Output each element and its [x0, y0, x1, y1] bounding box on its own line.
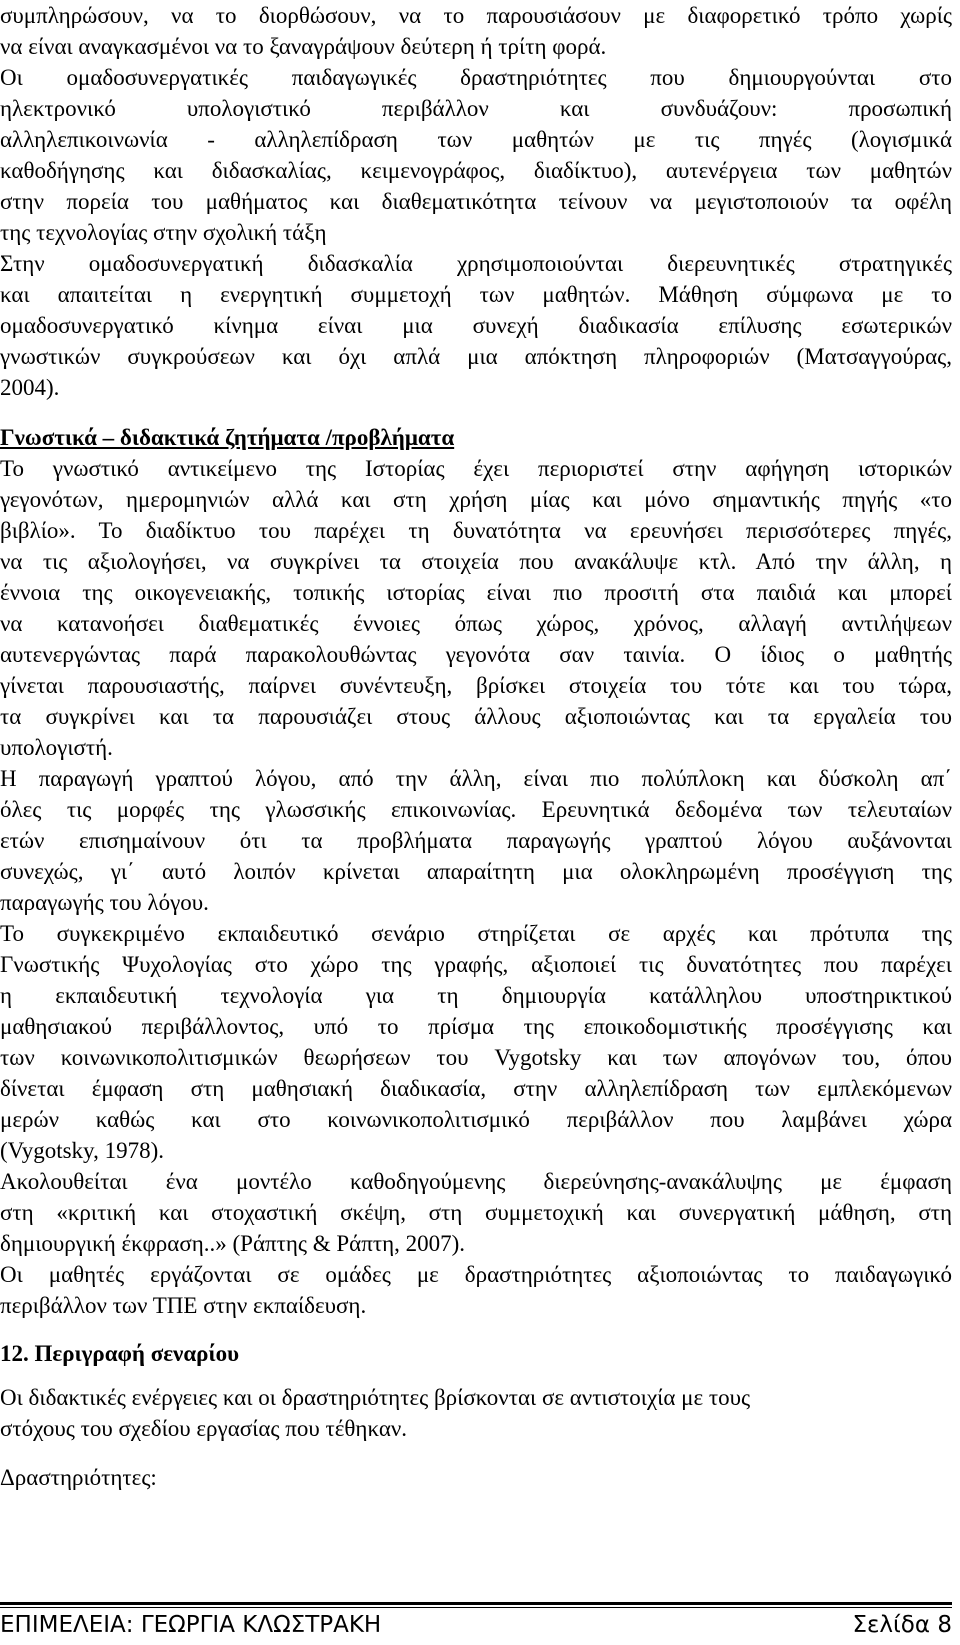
paragraph-line: καθοδήγησης και διδασκαλίας, κειμενογράφος, διαδίκτυο), αυτενέργεια των μαθητών — [0, 158, 952, 183]
paragraph-line: Ακολουθείται ένα μοντέλο καθοδηγούμενης διερεύνησης-ανακάλυψης με έμφαση — [0, 1169, 952, 1194]
paragraph-line: τα συγκρίνει και τα παρουσιάζει στους άλλους αξιοποιώντας και τα εργαλεία του — [0, 704, 952, 729]
footer-page-number: Σελίδα 8 — [852, 1612, 952, 1638]
paragraph-line: των κοινωνικοπολιτισμικών θεωρήσεων του Vygotsky και των απογόνων του, όπου — [0, 1045, 952, 1070]
paragraph-line: γεγονότων, ημερομηνιών αλλά και στη χρήση μίας και μόνο σημαντικής πηγής «το — [0, 487, 952, 512]
paragraph-line: γνωστικών συγκρούσεων και όχι απλά μια απόκτηση πληροφοριών (Ματσαγγούρας, — [0, 344, 952, 369]
paragraph-line: συνεχώς, γι΄ αυτό λοιπόν κρίνεται απαραίτητη μια ολοκληρωμένη προσέγγιση της — [0, 859, 952, 884]
paragraph-line: Οι μαθητές εργάζονται σε ομάδες με δραστηριότητες αξιοποιώντας το παιδαγωγικό — [0, 1262, 952, 1287]
paragraph-line: βιβλίο». Το διαδίκτυο του παρέχει τη δυνατότητα να ερευνήσει περισσότερες πηγές, — [0, 518, 952, 543]
footer-rule — [0, 1607, 952, 1608]
paragraph-line: να κατανοήσει διαθεματικές έννοιες όπως χώρος, χρόνος, αλλαγή αντιλήψεων — [0, 611, 952, 636]
paragraph-line: Το γνωστικό αντικείμενο της Ιστορίας έχει περιοριστεί στην αφήγηση ιστορικών — [0, 456, 952, 481]
paragraph-line: μερών καθώς και στο κοινωνικοπολιτισμικό περιβάλλον που λαμβάνει χώρα — [0, 1107, 952, 1132]
paragraph-line: να είναι αναγκασμένοι να το ξαναγράψουν δεύτερη ή τρίτη φορά. — [0, 34, 607, 59]
paragraph-line: να τις αξιολογήσει, να συγκρίνει τα στοιχεία που ανακάλυψε κτλ. Από την άλλη, η — [0, 549, 952, 574]
section-heading: 12. Περιγραφή σεναρίου — [0, 1341, 240, 1366]
footer-author: ΕΠΙΜΕΛΕΙΑ: ΓΕΩΡΓΙΑ ΚΛΩΣΤΡΑΚΗ — [0, 1612, 382, 1638]
paragraph-line: Η παραγωγή γραπτού λόγου, από την άλλη, είναι πιο πολύπλοκη και δύσκολη απ΄ — [0, 766, 952, 791]
paragraph-line: η εκπαιδευτική τεχνολογία για τη δημιουργία κατάλληλου υποστηρικτικού — [0, 983, 952, 1008]
paragraph-line: δίνεται έμφαση στη μαθησιακή διαδικασία, στην αλληλεπίδραση των εμπλεκόμενων — [0, 1076, 952, 1101]
paragraph-line: μαθησιακού περιβάλλοντος, υπό το πρίσμα της εποικοδομιστικής προσέγγισης και — [0, 1014, 952, 1039]
paragraph-line: στόχους του σχεδίου εργασίας που τέθηκαν. — [0, 1416, 408, 1441]
paragraph-line: στην πορεία του μαθήματος και διαθεματικότητα τείνουν να μεγιστοποιούν τα οφέλη — [0, 189, 952, 214]
paragraph-line: συμπληρώσουν, να το διορθώσουν, να το παρουσιάσουν με διαφορετικό τρόπο χωρίς — [0, 3, 952, 28]
paragraph-line: Οι ομαδοσυνεργατικές παιδαγωγικές δραστηριότητες που δημιουργούνται στο — [0, 65, 952, 90]
paragraph-line: ηλεκτρονικό υπολογιστικό περιβάλλον και συνδυάζουν: προσωπική — [0, 96, 952, 121]
paragraph-line: Δραστηριότητες: — [0, 1465, 157, 1490]
paragraph-line: παραγωγής του λόγου. — [0, 890, 209, 915]
section-heading-text: Γνωστικά – διδακτικά ζητήματα /προβλήματα — [0, 425, 455, 450]
paragraph-line: αλληλεπικοινωνία - αλληλεπίδραση των μαθητών με τις πηγές (λογισμικά — [0, 127, 952, 152]
paragraph-line: Οι διδακτικές ενέργειες και οι δραστηριότητες βρίσκονται σε αντιστοιχία με τους — [0, 1385, 751, 1410]
paragraph-line: γίνεται παρουσιαστής, παίρνει συνέντευξη, βρίσκει στοιχεία του τότε και του τώρα, — [0, 673, 952, 698]
paragraph-line: της τεχνολογίας στην σχολική τάξη — [0, 220, 327, 245]
paragraph-line: Στην ομαδοσυνεργατική διδασκαλία χρησιμοποιούνται διερευνητικές στρατηγικές — [0, 251, 952, 276]
paragraph-line: έννοια της οικογενειακής, τοπικής ιστορίας είναι πιο προσιτή στα παιδιά και μπορεί — [0, 580, 952, 605]
paragraph-line: Το συγκεκριμένο εκπαιδευτικό σενάριο στηρίζεται σε αρχές και πρότυπα της — [0, 921, 952, 946]
paragraph-line: υπολογιστή. — [0, 735, 113, 760]
paragraph-line: ομαδοσυνεργατικό κίνημα είναι μια συνεχή διαδικασία επίλυσης εσωτερικών — [0, 313, 952, 338]
paragraph-line: στη «κριτική και στοχαστική σκέψη, στη συμμετοχική και συνεργατική μάθηση, στη — [0, 1200, 952, 1225]
paragraph-line: 2004). — [0, 375, 60, 400]
paragraph-line: περιβάλλον των ΤΠΕ στην εκπαίδευση. — [0, 1293, 367, 1318]
section-heading — [0, 422, 952, 453]
paragraph-line: ετών επισημαίνουν ότι τα προβλήματα παραγωγής γραπτού λόγου αυξάνονται — [0, 828, 952, 853]
paragraph-line: (Vygotsky, 1978). — [0, 1138, 164, 1163]
paragraph-line: και απαιτείται η ενεργητική συμμετοχή των μαθητών. Μάθηση σύμφωνα με το — [0, 282, 952, 307]
paragraph-line: αυτενεργώντας παρά παρακολουθώντας γεγονότα σαν ταινία. Ο ίδιος ο μαθητής — [0, 642, 952, 667]
paragraph-line: όλες τις μορφές της γλωσσικής επικοινωνίας. Ερευνητικά δεδομένα των τελευταίων — [0, 797, 952, 822]
paragraph-line: δημιουργική έκφραση..» (Ράπτης & Ράπτη, 2007). — [0, 1231, 466, 1256]
paragraph-line: Γνωστικής Ψυχολογίας στο χώρο της γραφής, αξιοποιεί τις δυνατότητες που παρέχει — [0, 952, 952, 977]
footer-rule — [0, 1602, 952, 1605]
